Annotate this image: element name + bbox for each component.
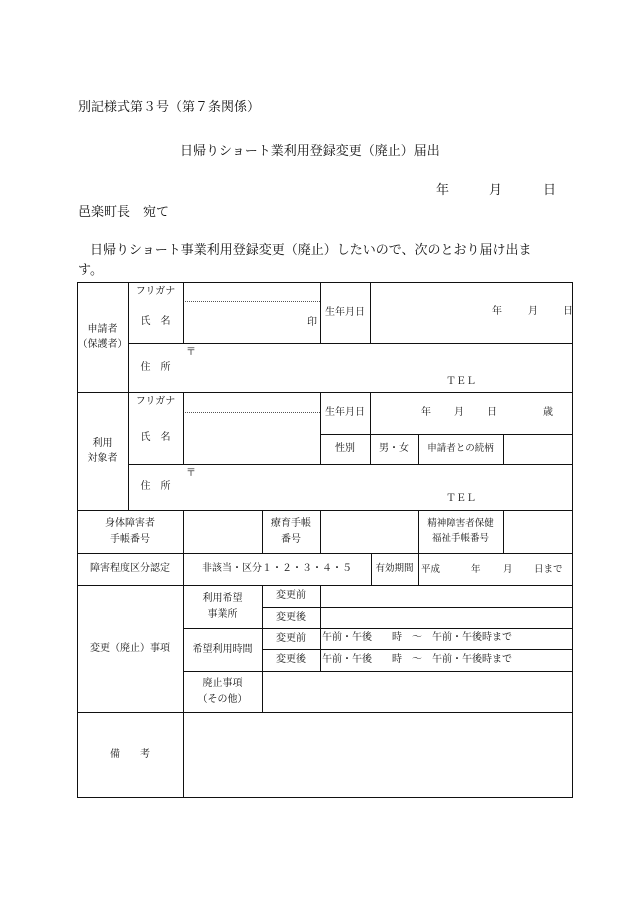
valid-month: 月 xyxy=(503,564,513,575)
facility-line1: 利用希望 xyxy=(202,593,243,604)
user-postal-mark: 〒 xyxy=(186,468,196,479)
valid-period-label: 有効期間 xyxy=(375,562,414,574)
user-tel-label: ＴＥＬ xyxy=(446,493,476,504)
remarks-label: 備 考 xyxy=(110,749,150,761)
applicant-address-label: 住 所 xyxy=(140,361,171,373)
physical-cert-label xyxy=(77,510,183,553)
user-birth-day: 日 xyxy=(487,407,497,418)
physical-cert-line1: 身体障害者 xyxy=(105,518,155,529)
valid-year: 年 xyxy=(471,564,481,575)
facility-line2: 事業所 xyxy=(207,608,238,620)
applicant-birth-label: 生年月日 xyxy=(325,306,365,318)
user-section-line2: 対象者 xyxy=(87,453,118,464)
user-birth-month: 月 xyxy=(454,407,464,418)
user-birth-label: 生年月日 xyxy=(325,407,365,419)
applicant-birth-day: 日 xyxy=(563,306,573,317)
intro-line-2: す。 xyxy=(78,263,103,278)
ryoiku-cert-line2: 番号 xyxy=(281,533,301,545)
facility-label xyxy=(183,585,262,628)
ryoiku-cert-label xyxy=(262,510,320,553)
time-after-label: 変更後 xyxy=(276,654,306,666)
ryoiku-cert-line1: 療育手帳 xyxy=(271,518,311,529)
seal-mark: 印 xyxy=(307,317,317,328)
rule xyxy=(370,282,371,343)
intro-line-1: 日帰りショート事業利用登録変更（廃止）したいので、次のとおり届け出ま xyxy=(90,243,532,258)
time-before-value: 午前・午後 時 〜 午前・午後時まで xyxy=(322,632,512,643)
abolish-line1: 廃止事項 xyxy=(202,678,243,689)
user-address-label: 住 所 xyxy=(140,481,171,493)
rule xyxy=(183,412,320,413)
rule xyxy=(320,585,321,671)
time-after-value: 午前・午後 時 〜 午前・午後時まで xyxy=(322,654,512,665)
rule xyxy=(503,510,504,553)
change-section-label: 変更（廃止）事項 xyxy=(90,642,170,654)
valid-era: 平成 xyxy=(421,564,441,575)
date-year-label: 年 xyxy=(436,183,450,198)
abolish-label xyxy=(183,671,262,712)
user-birth-year: 年 xyxy=(421,407,431,418)
rule xyxy=(503,434,504,464)
user-section-label xyxy=(77,392,128,510)
applicant-tel-label: ＴＥＬ xyxy=(446,376,476,387)
mental-cert-label xyxy=(418,510,503,553)
mental-cert-line1: 精神障害者保健 xyxy=(427,517,494,529)
valid-until: 日まで xyxy=(534,564,563,575)
rule xyxy=(183,392,184,464)
applicant-birth-year: 年 xyxy=(492,306,502,317)
date-month-label: 月 xyxy=(489,183,503,198)
applicant-name-label: 氏 名 xyxy=(140,316,171,328)
applicant-section-label xyxy=(77,282,128,392)
user-age: 歳 xyxy=(543,407,553,418)
rule xyxy=(183,282,184,343)
rule xyxy=(183,301,320,302)
rule xyxy=(128,343,573,344)
applicant-section-title: 申請者 xyxy=(87,323,118,335)
facility-before-label: 変更前 xyxy=(276,590,306,602)
user-sex-label: 性別 xyxy=(335,443,355,455)
mental-cert-line2: 福祉手帳番号 xyxy=(431,532,489,544)
user-relation-label: 申請者との続柄 xyxy=(427,442,494,454)
user-name-label: 氏 名 xyxy=(140,432,171,444)
physical-cert-line2: 手帳番号 xyxy=(110,533,150,545)
date-day-label: 日 xyxy=(543,183,557,198)
rule xyxy=(418,553,419,585)
abolish-line2: （その他） xyxy=(197,693,248,705)
disability-level-label: 障害程度区分認定 xyxy=(90,563,170,575)
form-number: 別記様式第３号（第７条関係） xyxy=(78,100,261,115)
user-furigana-label: フリガナ xyxy=(135,396,176,408)
applicant-furigana-label: フリガナ xyxy=(135,285,176,297)
user-sex-options: 男・女 xyxy=(379,443,409,455)
time-before-label: 変更前 xyxy=(276,632,306,644)
applicant-section-sub: （保護者） xyxy=(77,339,128,350)
form-title: 日帰りショート業利用登録変更（廃止）届出 xyxy=(180,144,440,159)
rule xyxy=(320,510,321,553)
rule xyxy=(128,464,573,465)
facility-after-label: 変更後 xyxy=(276,611,306,623)
time-label: 希望利用時間 xyxy=(192,643,253,655)
addressee: 邑楽町長 宛て xyxy=(78,205,170,220)
disability-level-value: 非該当・区分１・２・３・４・５ xyxy=(202,563,352,575)
user-section-line1: 利用 xyxy=(92,437,113,449)
applicant-birth-month: 月 xyxy=(528,306,538,317)
applicant-postal-mark: 〒 xyxy=(186,347,196,358)
